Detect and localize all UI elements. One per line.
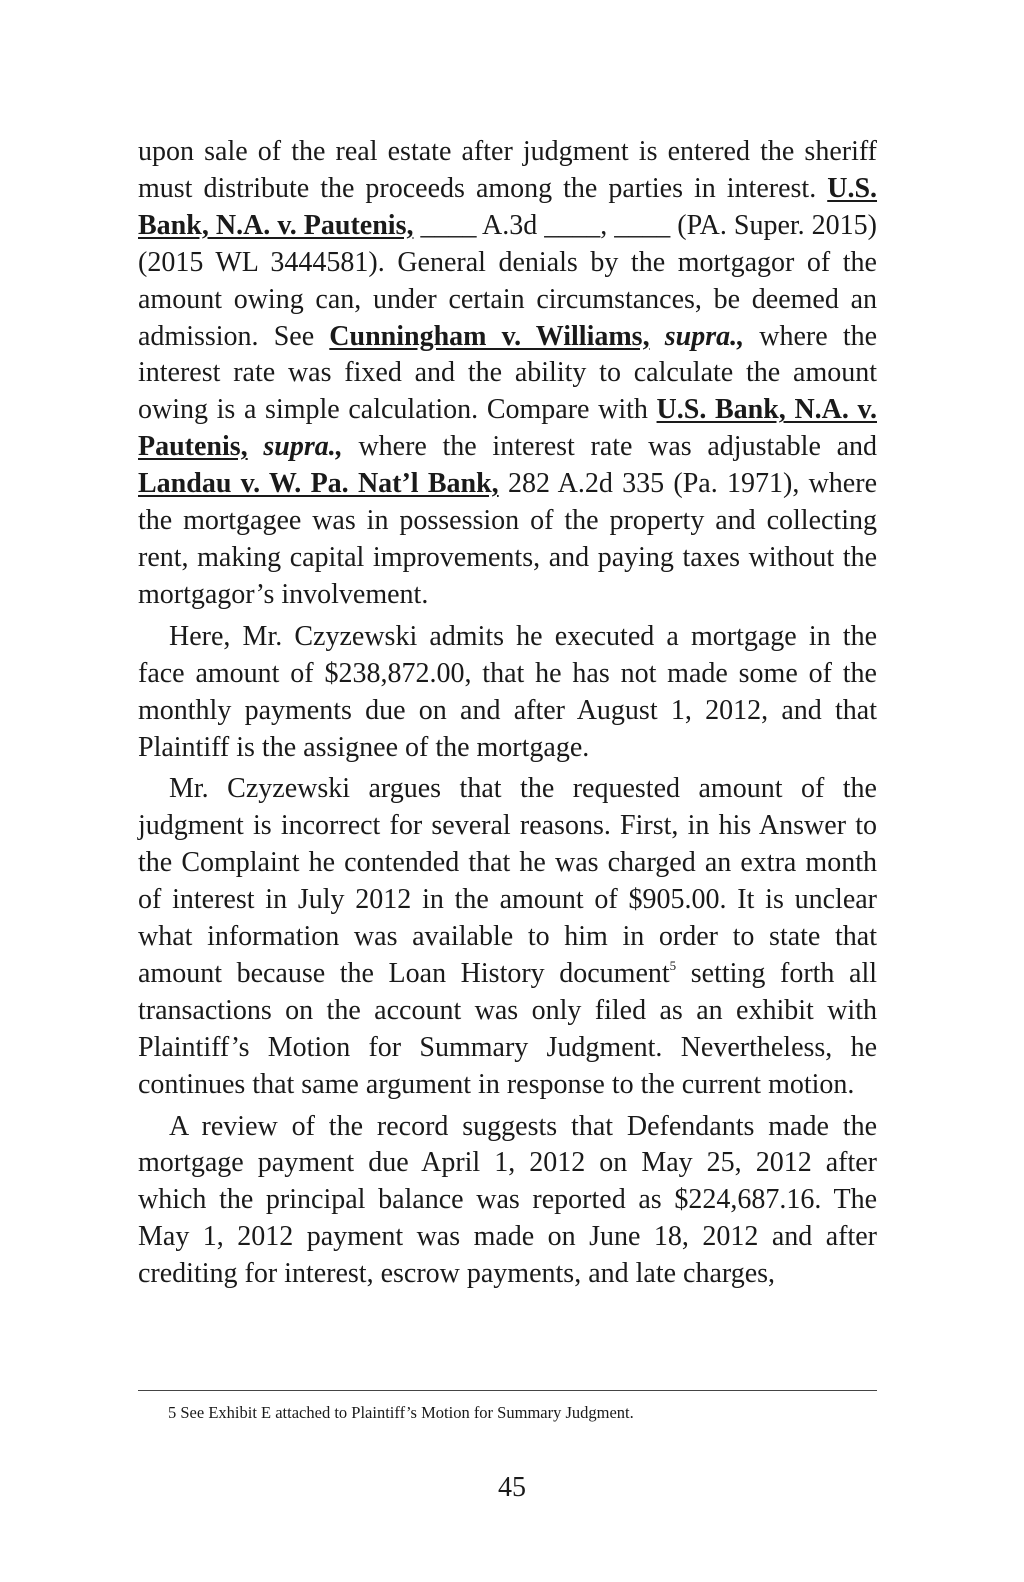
- text-run: Mr. Czyzewski argues that the requested amount of the judgment is incorrect for several reasons. First, in his Answer to the Complaint he contended that he was charged an extra month of interest in July 2012 in the amount of $905.00. It is unclear what information was available to him in order to state that amount because the Loan History document: [138, 773, 877, 989]
- body-text: [138, 134, 877, 1293]
- case-citation: U.S. Bank, N.A. v. Pautenis,: [138, 172, 878, 241]
- footnote-reference[interactable]: 5: [669, 957, 677, 973]
- text-run: ____ A.3d ____, ____ (PA. Super. 2015)(2015 WL 3444581). General denials by the mortgagor of the amount owing can, under certain circumstances, be deemed an admission. See: [138, 209, 878, 352]
- text-run: where the interest rate was fixed and the ability to calculate the amount owing is a simple calculation. Compare with: [138, 320, 878, 426]
- case-citation: Cunningham v. Williams,: [329, 320, 650, 352]
- text-run: where the interest rate was adjustable and: [358, 431, 877, 463]
- paragraph-arguments: [138, 771, 877, 1103]
- paragraph-continuation: [138, 134, 877, 614]
- citation-signal: supra.,: [263, 431, 343, 463]
- text-run: 282 A.2d 335 (Pa. 1971), where the mortgagee was in possession of the property and collecting rent, making capital improvements, and paying taxes without the mortgagor’s involvement.: [138, 468, 877, 610]
- citation-signal: supra.,: [664, 320, 745, 352]
- footnote: 5 See Exhibit E attached to Plaintiff’s Motion for Summary Judgment.: [168, 1403, 634, 1422]
- paragraph-admissions: Here, Mr. Czyzewski admits he executed a mortgage in the face amount of $238,872.00, that he has not made some of the monthly payments due on and after August 1, 2012, and that Plaintiff is the assignee of the mortgage.: [138, 620, 877, 763]
- case-citation: U.S. Bank, N.A. v. Pautenis,: [138, 394, 877, 463]
- footnote-divider: [138, 1390, 877, 1391]
- text-run: upon sale of the real estate after judgment is entered the sheriff must distribute the proceeds among the parties in interest.: [138, 136, 877, 204]
- paragraph-record-review: A review of the record suggests that Defendants made the mortgage payment due April 1, 2012 on May 25, 2012 after which the principal balance was reported as $224,687.16. The May 1, 2012 payment was made on June 18, 2012 and after crediting for interest, escrow payments, and late charges,: [138, 1110, 877, 1290]
- text-run: setting forth all transactions on the account was only filed as an exhibit with Plaintiff’s Motion for Summary Judgment. Nevertheless, he continues that same argument in response to the current motion.: [138, 957, 877, 1100]
- page-number: 45: [498, 1472, 526, 1503]
- case-citation: Landau v. W. Pa. Nat’l Bank,: [138, 468, 499, 500]
